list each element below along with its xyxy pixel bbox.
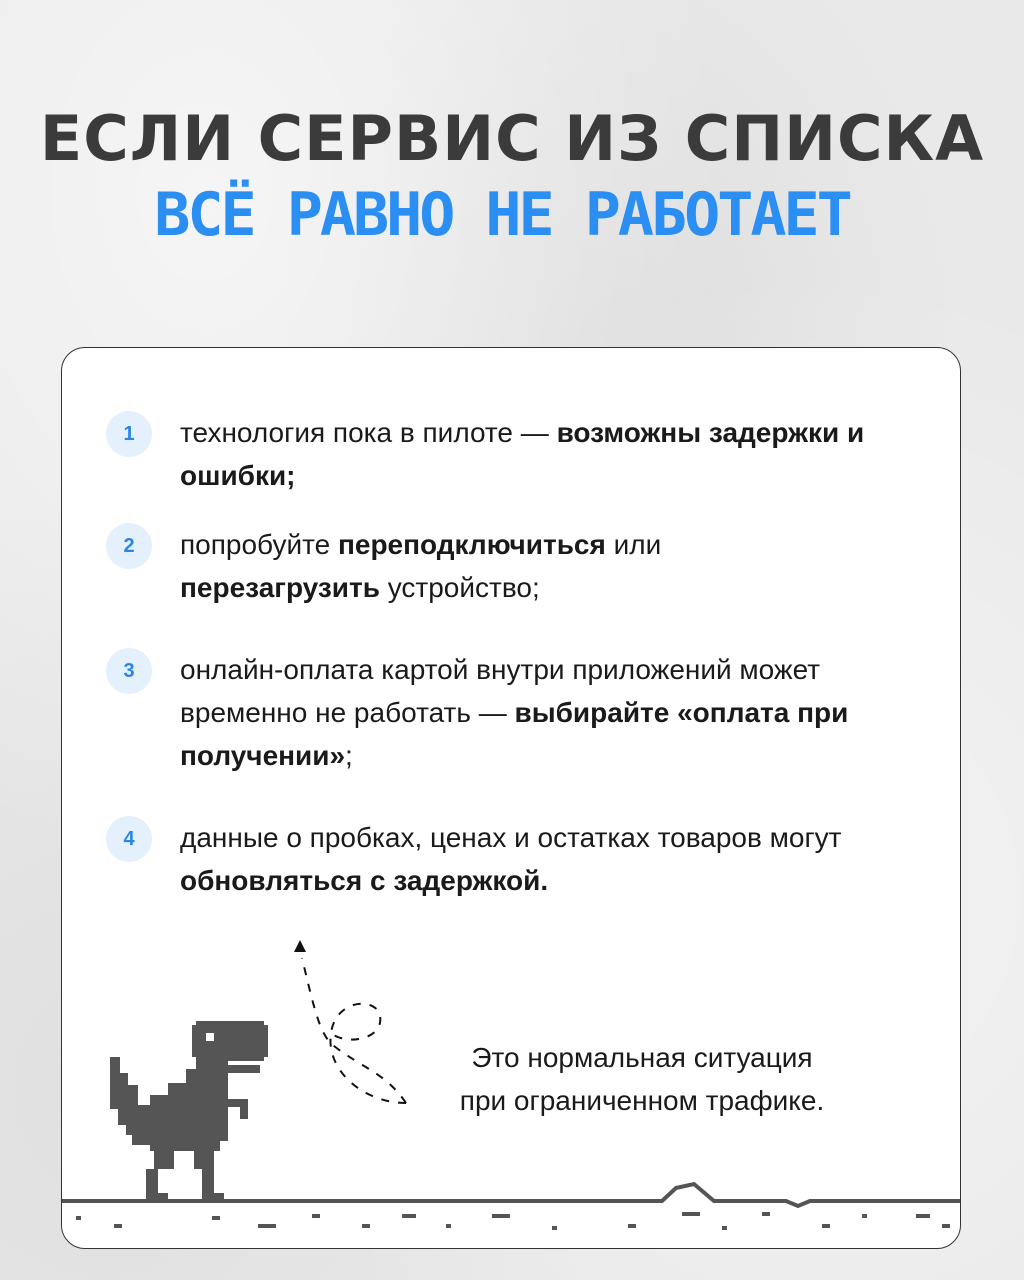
tip-text-part: устройство; — [379, 572, 540, 603]
caption-line-1: Это нормальная ситуация — [471, 1042, 813, 1073]
dashed-arrow-icon — [302, 958, 406, 1103]
tip-number-badge: 3 — [106, 648, 152, 694]
arrow-head-icon — [294, 940, 306, 952]
tip-text-bold-part: выбирайте «оплата при получении» — [180, 697, 849, 771]
tip-text-part: данные о пробках, ценах и остатках товаров могут — [180, 822, 842, 853]
tip-text-part: онлайн-оплата картой внутри приложений может временно не работать — — [180, 654, 821, 728]
title-line-2: ВСЁ РАВНО НЕ РАБОТАЕТ — [154, 180, 850, 250]
tip-text-bold-part: перезагрузить — [180, 572, 380, 603]
tip-text-part: или — [605, 529, 662, 560]
title-line-1: ЕСЛИ СЕРВИС ИЗ СПИСКА — [39, 102, 985, 175]
dino-scene-illustration — [62, 348, 961, 1249]
tip-text-bold-part: обновляться с задержкой. — [180, 865, 549, 896]
tip-text-part: технология пока в пилоте — — [180, 417, 557, 448]
ground-pebbles — [76, 1212, 950, 1230]
tip-text-bold-part: возможны задержки и ошибки; — [180, 417, 865, 491]
pixel-dinosaur-icon — [110, 1021, 268, 1201]
tip-number-badge: 4 — [106, 816, 152, 862]
tip-text-bold-part: переподключиться — [337, 529, 606, 560]
tip-text-part: попробуйте — [180, 529, 338, 560]
caption-line-2: при ограниченном трафике. — [459, 1085, 825, 1116]
tip-number-badge: 1 — [106, 411, 152, 457]
tip-text-part: ; — [345, 740, 353, 771]
tips-card — [61, 347, 961, 1249]
tip-number-badge: 2 — [106, 523, 152, 569]
ground-line — [62, 1184, 961, 1206]
